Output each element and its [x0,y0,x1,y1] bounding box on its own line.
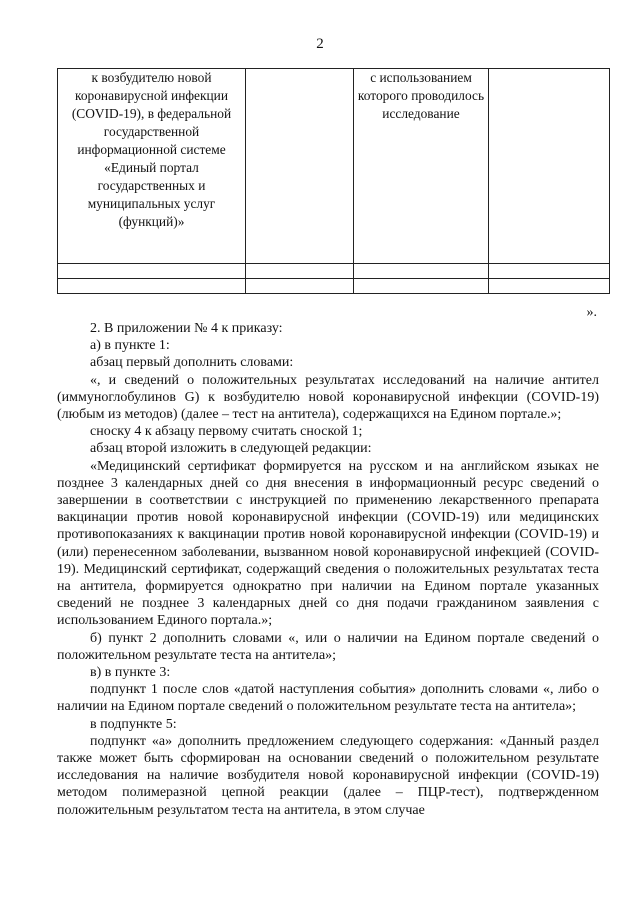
table-cell-description: к возбудителю новой коронавирусной инфекции (COVID-19), в федеральной государственной информационной системе «Единый портал государственных и муниципальных услуг (функций)» [58,69,246,264]
table-cell [58,279,246,294]
paragraph: в подпункте 5: [90,716,177,732]
table-row [58,279,610,294]
paragraph: подпункт 1 после слов «датой наступления события» дополнить словами «, либо о наличии на Едином портале сведений о положительном результате теста на антитела»; [57,682,599,715]
table-cell [489,264,610,279]
quote-end: ». [586,305,597,320]
paragraph: «, и сведений о положительных результатах исследований на наличие антител (иммуноглобулинов G) к возбудителю новой коронавирусной инфекции (COVID-19) (любым из методов) (далее – тест на антитела), содержащихся на Едином портале.»; [57,372,599,423]
table-cell [354,279,489,294]
table-row [58,264,610,279]
paragraph: а) в пункте 1: [90,338,170,354]
table-cell [246,264,354,279]
paragraph: абзац первый дополнить словами: [90,355,294,371]
table-cell [354,264,489,279]
table-cell [58,264,246,279]
table-cell [489,69,610,264]
paragraph: «Медицинский сертификат формируется на русском и на английском языках не позднее 3 календарных дней со дня внесения в информационный ресурс сведений о завершении в соответствии с инструкцией по применению лекарственного препарата вакцинации против новой коронавирусной инфекции (COVID-19) или медицинских противопоказаниях к вакцинации против новой коронавирусной инфекции (COVID-19) и (или) перенесенном заболевании, вызванном новой коронавирусной инфекцией (COVID-19). Медицинский сертификат, содержащий сведения о положительных результатах теста на антитела, формируется однократно при наличии на Едином портале указанных сведений не позднее 3 календарных дней со дня подачи гражданином заявления с использованием Единого портала.»; [57,458,599,629]
paragraph: подпункт «а» дополнить предложением следующего содержания: «Данный раздел также может быть сформирован на основании сведений о положительном результате исследования на наличие возбудителя новой коронавирусной инфекции (COVID-19) методом полимеразной цепной реакции (далее – ПЦР-тест), подтвержденном положительным результатом теста на антитела, в этом случае [57,733,599,818]
paragraph: сноску 4 к абзацу первому считать сноской 1; [90,424,363,440]
paragraph: в) в пункте 3: [90,665,171,681]
table-cell-method: с использованием которого проводилось исследование [354,69,489,264]
table-row [58,69,610,264]
paragraph: абзац второй изложить в следующей редакции: [90,441,372,457]
table-cell [246,279,354,294]
paragraph: б) пункт 2 дополнить словами «, или о наличии на Едином портале сведений о положительном результате теста на антитела»; [57,630,599,663]
table-cell [489,279,610,294]
paragraph: 2. В приложении № 4 к приказу: [90,321,283,336]
document-body [57,320,599,819]
table-cell [246,69,354,264]
document-table [57,68,610,294]
page-number: 2 [316,36,324,52]
